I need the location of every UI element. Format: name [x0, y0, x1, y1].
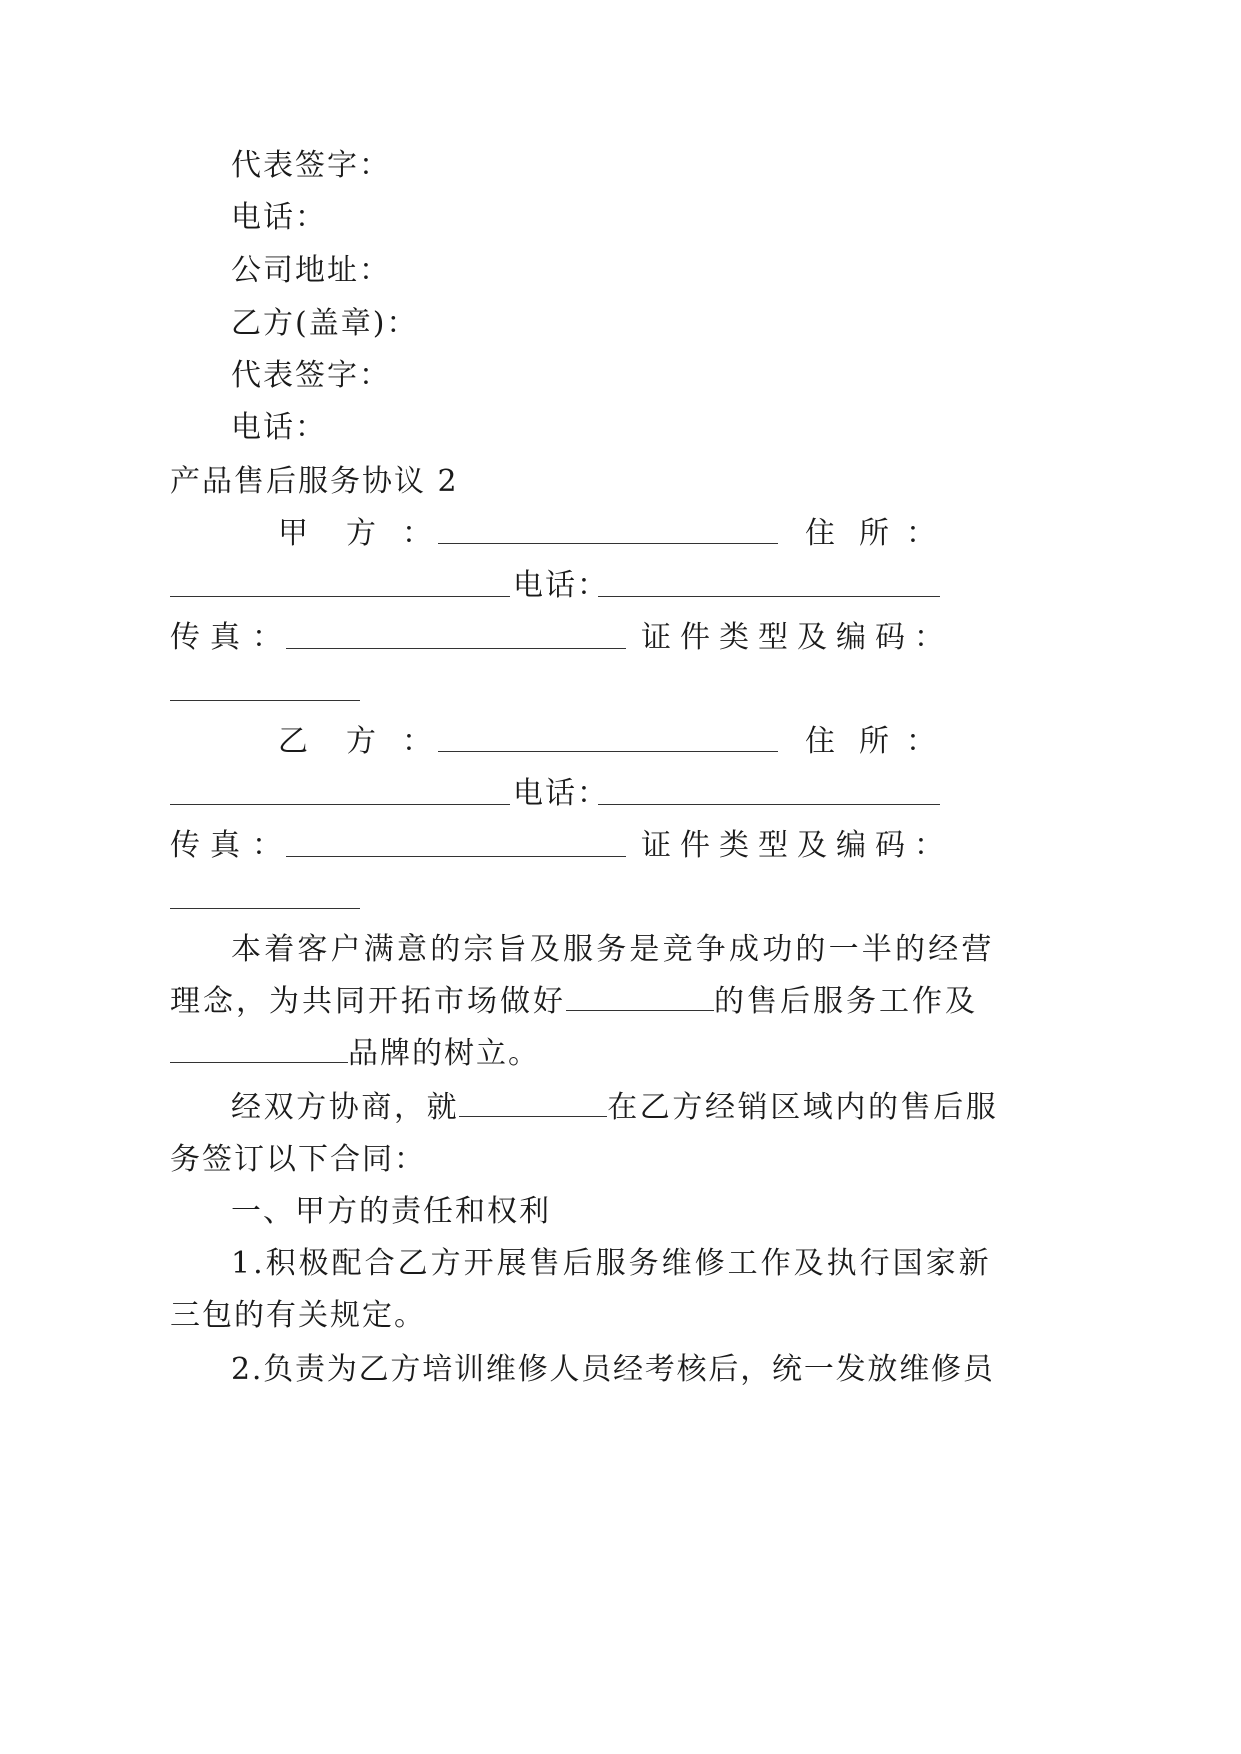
fax-colon: ：	[252, 620, 284, 655]
residence-colon: ：	[906, 516, 938, 551]
fax-label	[170, 826, 284, 866]
residence-char-zhu: 住	[805, 724, 837, 759]
fax-label	[170, 618, 284, 658]
id-type-label: 证件类型及编码：	[641, 620, 953, 655]
party-b-id-blank[interactable]	[170, 880, 360, 909]
document-title: 产品售后服务协议 2	[170, 464, 459, 499]
party-b-label	[278, 722, 434, 762]
product-name-blank[interactable]	[459, 1092, 607, 1117]
id-type-label: 证件类型及编码：	[641, 828, 953, 863]
fax-char-zhen: 真	[210, 828, 242, 863]
party-b-seal-label: 乙方(盖章)：	[231, 306, 419, 341]
residence-label	[805, 722, 891, 762]
party-b-colon: ：	[402, 724, 434, 759]
paragraph-text: 品牌的树立。	[348, 1036, 540, 1071]
brand-name-blank[interactable]	[170, 1038, 348, 1063]
party-a-name-blank[interactable]	[438, 515, 778, 544]
residence-colon: ：	[906, 724, 938, 759]
party-a-residence-blank[interactable]	[170, 568, 510, 597]
phone-label: 电话：	[231, 410, 327, 445]
rep-signature-label: 代表签字：	[231, 148, 391, 183]
paragraph-line: 三包的有关规定。	[170, 1298, 426, 1333]
party-a-fax-blank[interactable]	[286, 620, 626, 649]
paragraph-line: 1.积极配合乙方开展售后服务维修工作及执行国家新	[231, 1246, 992, 1281]
phone-label: 电话：	[231, 200, 327, 235]
section-heading: 一、甲方的责任和权利	[231, 1194, 551, 1229]
paragraph-text: 经双方协商，就	[231, 1090, 460, 1125]
party-a-colon: ：	[402, 516, 434, 551]
product-name-blank[interactable]	[566, 986, 714, 1011]
paragraph-line: 本着客户满意的宗旨及服务是竞争成功的一半的经营	[231, 932, 995, 967]
residence-char-zhu: 住	[805, 516, 837, 551]
residence-char-suo: 所	[859, 724, 891, 759]
fax-char-chuan: 传	[170, 828, 202, 863]
paragraph-line: 2.负责为乙方培训维修人员经考核后，统一发放维修员	[231, 1352, 995, 1387]
fax-colon: ：	[252, 828, 284, 863]
party-b-phone-blank[interactable]	[598, 776, 940, 805]
residence-label	[805, 514, 891, 554]
residence-char-suo: 所	[859, 516, 891, 551]
phone-label: 电话：	[513, 776, 609, 811]
party-a-phone-blank[interactable]	[598, 568, 940, 597]
company-address-label: 公司地址：	[231, 253, 391, 288]
paragraph-text: 在乙方经销区域内的售后服	[607, 1090, 999, 1125]
party-b-char-yi: 乙	[278, 724, 310, 759]
paragraph-line: 务签订以下合同：	[170, 1142, 426, 1177]
party-a-id-blank[interactable]	[170, 672, 360, 701]
rep-signature-label: 代表签字：	[231, 358, 391, 393]
fax-char-chuan: 传	[170, 620, 202, 655]
party-a-char-fang: 方	[346, 516, 378, 551]
party-a-char-jia: 甲	[278, 516, 310, 551]
party-b-name-blank[interactable]	[438, 723, 778, 752]
party-b-fax-blank[interactable]	[286, 828, 626, 857]
paragraph-text: 理念，为共同开拓市场做好	[170, 984, 566, 1019]
phone-label: 电话：	[513, 568, 609, 603]
paragraph-line	[170, 982, 978, 1022]
party-a-label	[278, 514, 434, 554]
paragraph-line	[231, 1088, 998, 1128]
party-b-char-fang: 方	[346, 724, 378, 759]
paragraph-text: 的售后服务工作及	[714, 984, 978, 1019]
party-b-residence-blank[interactable]	[170, 776, 510, 805]
fax-char-zhen: 真	[210, 620, 242, 655]
paragraph-line	[170, 1034, 540, 1074]
